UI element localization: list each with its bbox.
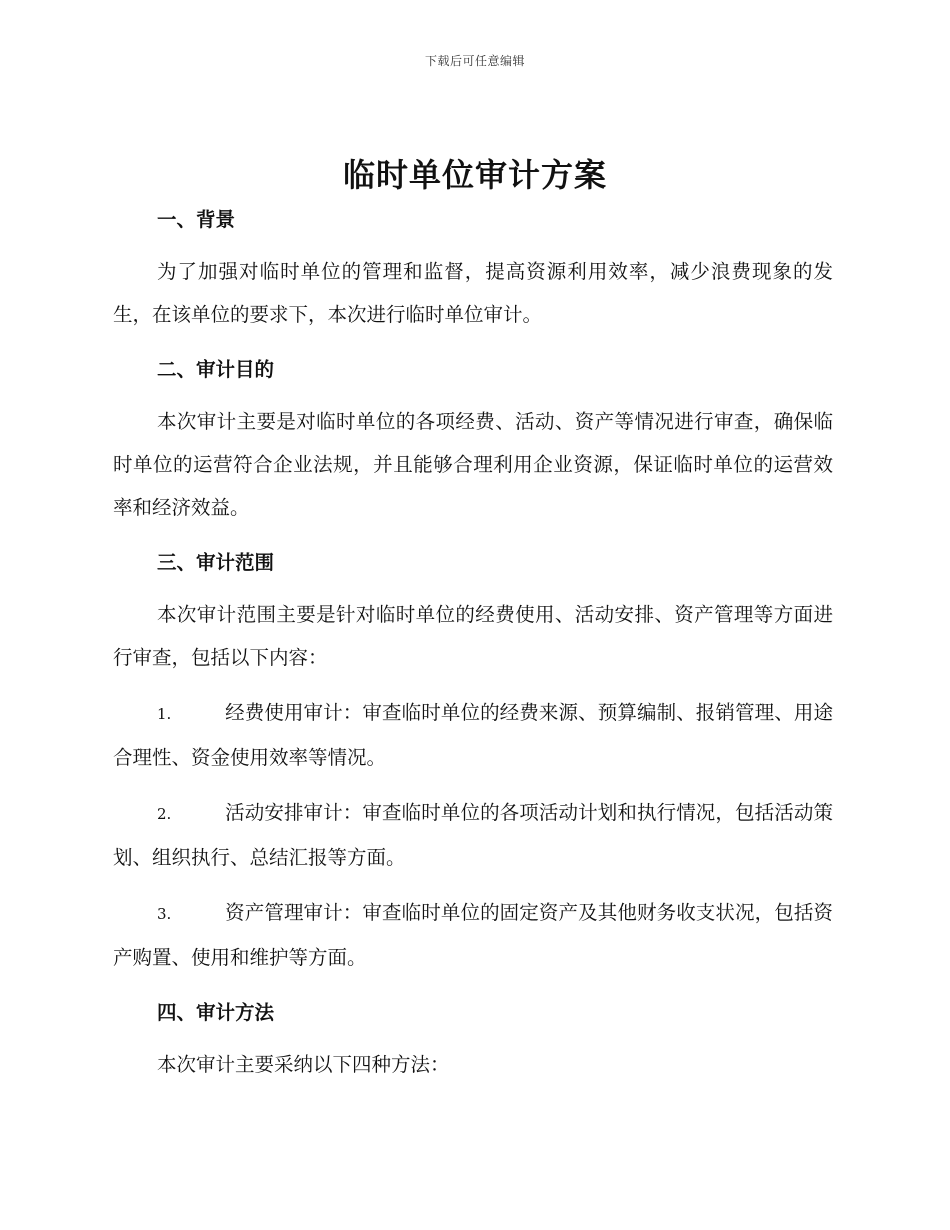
list-item [113, 891, 833, 979]
list-item [113, 691, 833, 779]
list-number: 3. [157, 905, 172, 923]
document-body [113, 200, 833, 1086]
header-note: 下载后可任意编辑 [424, 54, 525, 68]
paragraph-purpose: 本次审计主要是对临时单位的各项经费、活动、资产等情况进行审查，确保临时单位的运营符合企业法规，并且能够合理利用企业资源，保证临时单位的运营效率和经济效益。 [113, 410, 833, 519]
list-number: 2. [157, 805, 172, 823]
section-heading-methods: 四、审计方法 [157, 1001, 275, 1024]
section-heading-purpose: 二、审计目的 [157, 358, 275, 381]
section-heading-scope: 三、审计范围 [157, 551, 275, 574]
list-text: 经费使用审计：审查临时单位的经费来源、预算编制、报销管理、用途合理性、资金使用效率等情况。 [113, 701, 833, 769]
section-heading-background: 一、背景 [157, 208, 236, 231]
list-text: 资产管理审计：审查临时单位的固定资产及其他财务收支状况，包括资产购置、使用和维护等方面。 [113, 901, 833, 969]
list-number: 1. [157, 705, 172, 723]
document-title: 临时单位审计方案 [342, 156, 607, 194]
list-item [113, 791, 833, 879]
paragraph-background: 为了加强对临时单位的管理和监督，提高资源利用效率，减少浪费现象的发生，在该单位的要求下，本次进行临时单位审计。 [113, 260, 833, 326]
list-text: 活动安排审计：审查临时单位的各项活动计划和执行情况，包括活动策划、组织执行、总结汇报等方面。 [113, 801, 833, 869]
paragraph-scope: 本次审计范围主要是针对临时单位的经费使用、活动安排、资产管理等方面进行审查，包括以下内容： [113, 603, 833, 669]
paragraph-methods: 本次审计主要采纳以下四种方法： [157, 1053, 450, 1076]
